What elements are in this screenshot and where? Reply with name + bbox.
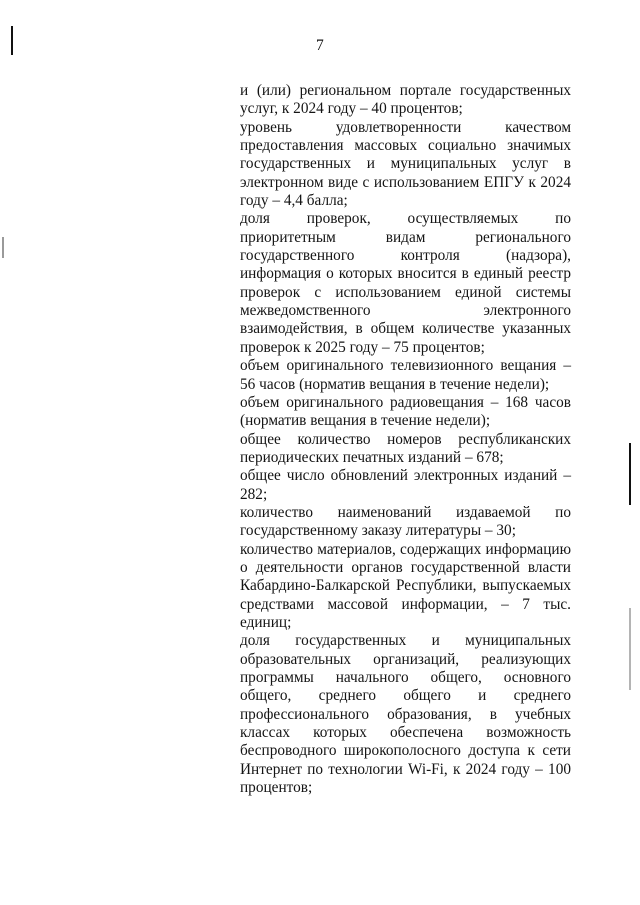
paragraph: общее количество номеров республиканских периодических печатных изданий – 678; bbox=[240, 430, 571, 466]
paragraph: уровень удовлетворенности качеством предоставления массовых социально значимых государственных и муниципальных услуг в электронном виде с использованием ЕПГУ к 2024 году – 4,4 балла; bbox=[240, 118, 571, 210]
paragraph: и (или) региональном портале государственных услуг, к 2024 году – 40 процентов; bbox=[240, 82, 571, 118]
scan-edge-mark-right-lower bbox=[629, 608, 631, 690]
page-number: 7 bbox=[316, 37, 324, 54]
scan-edge-mark-right-upper bbox=[629, 443, 631, 505]
scan-edge-mark-left-middle bbox=[2, 237, 4, 258]
paragraph: общее число обновлений электронных изданий – 282; bbox=[240, 467, 571, 503]
paragraph: объем оригинального радиовещания – 168 часов (норматив вещания в течение недели); bbox=[240, 393, 571, 430]
paragraph: количество материалов, содержащих информацию о деятельности органов государственной власти Кабардино-Балкарской Республики, выпускаемых средствами массовой информации, – 7 тыс. единиц; bbox=[240, 540, 571, 631]
paragraph: количество наименований издаваемой по государственному заказу литературы – 30; bbox=[240, 503, 571, 540]
paragraph: объем оригинального телевизионного вещания – 56 часов (норматив вещания в течение недели); bbox=[240, 357, 571, 393]
paragraph: доля государственных и муниципальных образовательных организаций, реализующих программы начального общего, основного общего, среднего общего и среднего профессионального образования, в учебных классах которых обеспечена возможность беспроводного широкополосного доступа к сети Интернет по технологии Wi-Fi, к 2024 году – 100 процентов; bbox=[240, 632, 571, 797]
document-text-column bbox=[240, 82, 571, 797]
scan-edge-mark-left-top bbox=[11, 26, 13, 55]
paragraph: доля проверок, осуществляемых по приоритетным видам регионального государственного контроля (надзора), информация о которых вносится в единый реестр проверок с использованием единой системы межведомственного электронного взаимодействия, в общем количестве указанных проверок к 2025 году – 75 процентов; bbox=[240, 210, 571, 356]
